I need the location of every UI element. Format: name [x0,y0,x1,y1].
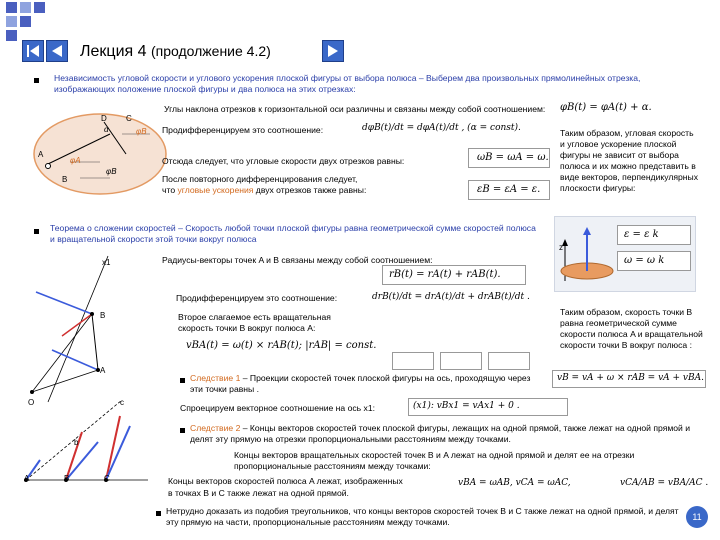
z-label: z [559,243,563,252]
vector-panel [554,216,696,292]
formula-sum-box [552,370,706,388]
triangle-left-icon [47,41,67,61]
fig1-label-phib2: φB [106,167,117,176]
corollary1-formula-box [408,398,568,416]
bullet-5 [156,511,161,516]
first-slide-button[interactable] [22,40,44,62]
prev-slide-button[interactable] [46,40,68,62]
velocity-icon-vba [488,352,530,370]
deco-square-3 [34,2,45,13]
fig1-label-phia: φA [70,156,81,165]
point-b [90,312,94,316]
deco-square-5 [20,16,31,27]
formula-r-box [382,265,526,285]
radius-b [32,314,92,392]
fig1-label-b: B [62,175,68,184]
formula-diff: dφB(t)/dt = dφA(t)/dt , (α = const). [362,123,521,133]
disk-figure [555,217,615,291]
fig3-label-a: A [24,474,30,483]
section2-line3b: скорость точки B вокруг полюса A: [178,323,316,333]
corollary2-formula-left: vBA = ωAB, vCA = ωAC, [458,478,571,488]
fig3-label-b-top: b [74,438,79,447]
fig3-label-c-top: c [120,398,124,407]
page-title [80,40,271,63]
figure-plane-segments [30,104,170,204]
title-main: Лекция 4 [80,43,147,60]
corollary1-line2: Спроецируем векторное соотношение на ось x1: [180,403,376,413]
formula-omega: ωB = ωA = ω. [477,152,549,163]
page-number-badge [686,506,708,528]
figure-line-velocities [22,396,152,520]
section2-title-hl: Теорема о сложении скоростей [50,223,176,233]
deco-square-2 [20,2,31,13]
deco-square-6 [6,30,17,41]
section2-line1: Радиусы-векторы точек A и B связаны между собой соотношением: [162,255,433,265]
triangle-right-icon [323,41,343,61]
formula-dr: drB(t)/dt = drA(t)/dt + drAB(t)/dt . [372,292,530,302]
point-o [30,390,34,394]
section1-para-text: Независимость угловой скорости и углового ускорения плоской фигуры от выбора полюса – Выберем два произвольных прямолинейных отрезка, изображающих положение плоской фигуры и два полюса на этих отрезках: [54,73,641,94]
vel-c-blue [106,426,130,480]
section2-line3a: Второе слагаемое есть вращательная [178,312,331,322]
fig3-label-c: C [104,474,110,483]
section1-line2: Продифференцируем это соотношение: [162,125,324,135]
bullet-4 [180,428,185,433]
omega-arrowhead [583,227,591,235]
formula-phase: φB(t) = φA(t) + α. [560,102,652,113]
bullet-3 [180,378,185,383]
corollary2-formula-right: vCA/AB = vBA/AC . [620,478,709,488]
radius-a [32,370,98,392]
x1-axis [48,256,111,402]
section2-line2: Продифференцируем это соотношение: [176,293,338,303]
formula-r: rB(t) = rA(t) + rAB(t). [389,269,501,280]
fig1-label-d: D [101,114,107,123]
formula-vba: vBA(t) = ω(t) × rAB(t); |rAB| = const. [186,340,377,351]
fig1-label-a: A [38,150,44,159]
velocity-icon-vb [392,352,434,370]
skip-back-icon [23,41,43,61]
fig2-label-x1: x1 [102,258,111,267]
corollary2-line1: Концы векторов вращательных скоростей точек B и A лежат на одной прямой и делят ее на отрезки пропорциональные расстояниям между точками: [234,450,635,471]
corollary1-body: – Проекции скоростей точек плоской фигуры на ось, проходящую через эти точки равны . [190,373,531,394]
corollary1-formula: (x1): vBx1 = vAx1 + 0 . [413,401,520,411]
section1-line4a: После повторного дифференцирования следует, [162,174,358,184]
fig1-label-alpha: α [104,125,109,134]
vec-omega: ω = ω k [624,255,665,266]
corollary1-hl: Следствие 1 [190,373,241,383]
line4b-pre: что [162,185,178,195]
corollary2-line2a: Концы векторов скоростей полюса A лежат, изображенных [168,476,403,486]
formula-eps: εB = εA = ε. [477,184,541,195]
segment-ab2 [92,314,98,370]
deco-square-4 [6,16,17,27]
formula-sum: vB = vA + ω × rAB = vA + vBA. [557,373,704,383]
point-a [46,164,51,169]
corollary2-hl: Следствие 2 [190,423,241,433]
bullet-1 [34,78,39,83]
velocity-b [36,292,92,314]
vel-b-blue [66,442,98,480]
section1-line3: Отсюда следует, что угловые скорости двух отрезков равны: [162,156,405,166]
vec-eps: ε = ε k [624,229,659,240]
fig2-label-b: B [100,311,106,320]
section2-title [50,223,540,245]
corollary1-text [190,373,540,395]
title-sub: (продолжение 4.2) [150,43,271,59]
formula-omega-box [468,148,550,168]
section1-side: Таким образом, угловая скорость и угловое ускорение плоской фигуры не зависит от выбора полюса и их можно представить в виде векторов, перпендикулярных плоскости фигуры: [560,128,699,193]
next-slide-button[interactable] [322,40,344,62]
section1-para [54,73,664,95]
page-number: 11 [692,512,702,522]
line4b-highlight: угловые ускорения [177,185,254,195]
fig1-label-phib1: φB [136,127,147,136]
corollary2-line2b: в точках B и C также лежат на одной прямой. [168,488,349,498]
section1-line4b [162,185,366,196]
line4b-post: двух отрезков также равны: [253,185,367,195]
vel-c-red [106,416,120,480]
corollary2-body: – Концы векторов скоростей точек плоской фигуры, лежащих на одной прямой, также лежат на одной прямой и делят эту прямую на отрезки пропорциональными расстояниям между точками. [190,423,691,444]
fig2-label-o: O [28,398,35,407]
figure-ellipse [34,114,166,194]
velocity-icon-va [440,352,482,370]
bullet-2 [34,229,39,234]
figure-velocity-addition [28,252,168,410]
velocity-a [52,350,98,370]
corollary2-line3: Нетрудно доказать из подобия треугольников, что концы векторов скоростей точек B и C также лежат на одной прямой, и делят эту прямую на части, пропорциональные расстояниям между точками. [166,506,679,527]
deco-square-1 [6,2,17,13]
velocity-ba [62,314,92,336]
vec-omega-box [617,251,691,271]
fig1-label-c: C [126,114,132,123]
fig2-label-a: A [100,366,106,375]
corollary2-text [190,423,700,445]
vec-eps-box [617,225,691,245]
formula-eps-box [468,180,550,200]
fig3-label-b: B [64,474,70,483]
section2-side: Таким образом, скорость точки B равна геометрической сумме скорости полюса A и вращательной скорости точки B вокруг полюса : [560,307,703,350]
section1-line1: Углы наклона отрезков к горизонтальной оси различны и связаны между собой соотношением: [164,104,546,114]
section2-title-rest: – Скорость любой точки плоской фигуры равна геометрической сумме скоростей полюса и вращательной скорости этой точки вокруг полюса [50,223,536,244]
